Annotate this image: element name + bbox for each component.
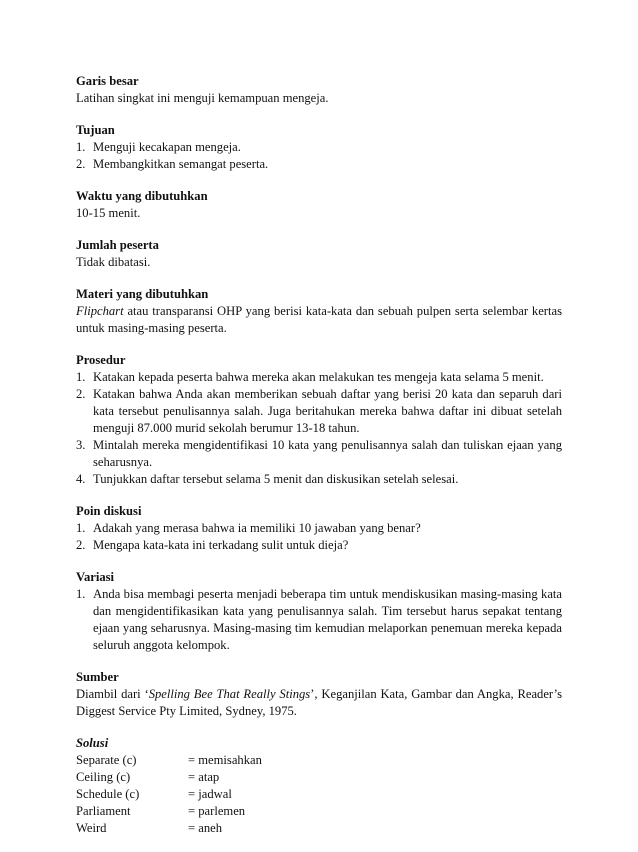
solution-meaning: = jadwal [188,787,232,801]
section-heading: Tujuan [76,123,115,137]
list-item [76,520,562,537]
list-item [76,537,562,554]
list-number: 2. [76,387,86,401]
text-run: ’, Keganjilan Kata, Gambar dan Angka, Reader’s Diggest Service Pty Limited, Sydney, 1975. [76,687,562,718]
solution-word: Parliament [76,804,131,818]
list-number: 1. [76,140,86,154]
list-number: 1. [76,587,86,601]
list-text: Katakan kepada peserta bahwa mereka akan melakukan tes mengeja kata selama 5 menit. [93,370,544,384]
section-heading: Jumlah peserta [76,238,159,252]
section-heading: Waktu yang dibutuhkan [76,189,208,203]
section-waktu [76,188,562,222]
section-tujuan [76,122,562,173]
section-text [76,303,562,337]
solution-word: Ceiling (c) [76,770,131,784]
list-number: 2. [76,538,86,552]
list-number: 1. [76,521,86,535]
section-text: Tidak dibatasi. [76,255,151,269]
section-text [76,686,562,720]
solution-meaning: = atap [188,770,220,784]
section-heading: Solusi [76,736,109,750]
list-number: 3. [76,438,86,452]
document-page [76,73,562,852]
section-variasi [76,569,562,654]
solution-row [76,820,562,837]
section-solusi [76,735,562,837]
section-heading: Prosedur [76,353,126,367]
solution-word: Weird [76,821,107,835]
list-text: Adakah yang merasa bahwa ia memiliki 10 jawaban yang benar? [93,521,421,535]
solution-word: Separate (c) [76,753,137,767]
solution-meaning: = parlemen [188,804,246,818]
list-item [76,586,562,654]
list-item [76,139,562,156]
list-item [76,369,562,386]
list-text: Tunjukkan daftar tersebut selama 5 menit dan diskusikan setelah selesai. [93,472,459,486]
section-materi [76,286,562,337]
list-item [76,386,562,437]
list-text: Katakan bahwa Anda akan memberikan sebuah daftar yang berisi 20 kata dan separuh dari kata tersebut penulisannya salah. Juga beritahukan mereka bahwa daftar ini dibuat setelah menguji 87.000 murid sekolah berumur 13-18 tahun. [93,387,562,435]
text-run: Diambil dari ‘ [76,687,149,701]
section-prosedur [76,352,562,488]
solution-row [76,803,562,820]
solution-row [76,752,562,769]
italic-term: Flipchart [76,304,124,318]
section-heading: Garis besar [76,74,139,88]
list-text: Mengapa kata-kata ini terkadang sulit untuk dieja? [93,538,349,552]
list-number: 4. [76,472,86,486]
list-item [76,471,562,488]
section-text: 10-15 menit. [76,206,141,220]
solution-word: Schedule (c) [76,787,140,801]
list-text: Menguji kecakapan mengeja. [93,140,241,154]
section-heading: Materi yang dibutuhkan [76,287,209,301]
section-heading: Variasi [76,570,115,584]
section-garis-besar [76,73,562,107]
section-sumber [76,669,562,720]
list-number: 1. [76,370,86,384]
list-item [76,437,562,471]
solution-meaning: = memisahkan [188,753,262,767]
list-number: 2. [76,157,86,171]
solution-meaning: = aneh [188,821,223,835]
section-heading: Poin diskusi [76,504,142,518]
section-heading: Sumber [76,670,119,684]
section-jumlah-peserta [76,237,562,271]
list-text: Mintalah mereka mengidentifikasi 10 kata yang penulisannya salah dan tuliskan ejaan yang seharusnya. [93,438,562,469]
text-run: atau transparansi OHP yang berisi kata-kata dan sebuah pulpen serta selembar kertas untuk masing-masing peserta. [76,304,562,335]
solution-row [76,786,562,803]
section-poin-diskusi [76,503,562,554]
solution-row [76,769,562,786]
list-item [76,156,562,173]
italic-title: Spelling Bee That Really Stings [148,687,311,701]
section-text: Latihan singkat ini menguji kemampuan mengeja. [76,91,329,105]
list-text: Anda bisa membagi peserta menjadi beberapa tim untuk mendiskusikan masing-masing kata dan mengidentifikasikan kata yang penulisannya salah. Tim tersebut harus sepakat tentang ejaan yang seharusnya. Masing-masing tim kemudian melaporkan penemuan mereka kepada seluruh anggota kelompok. [93,587,562,652]
list-text: Membangkitkan semangat peserta. [93,157,269,171]
